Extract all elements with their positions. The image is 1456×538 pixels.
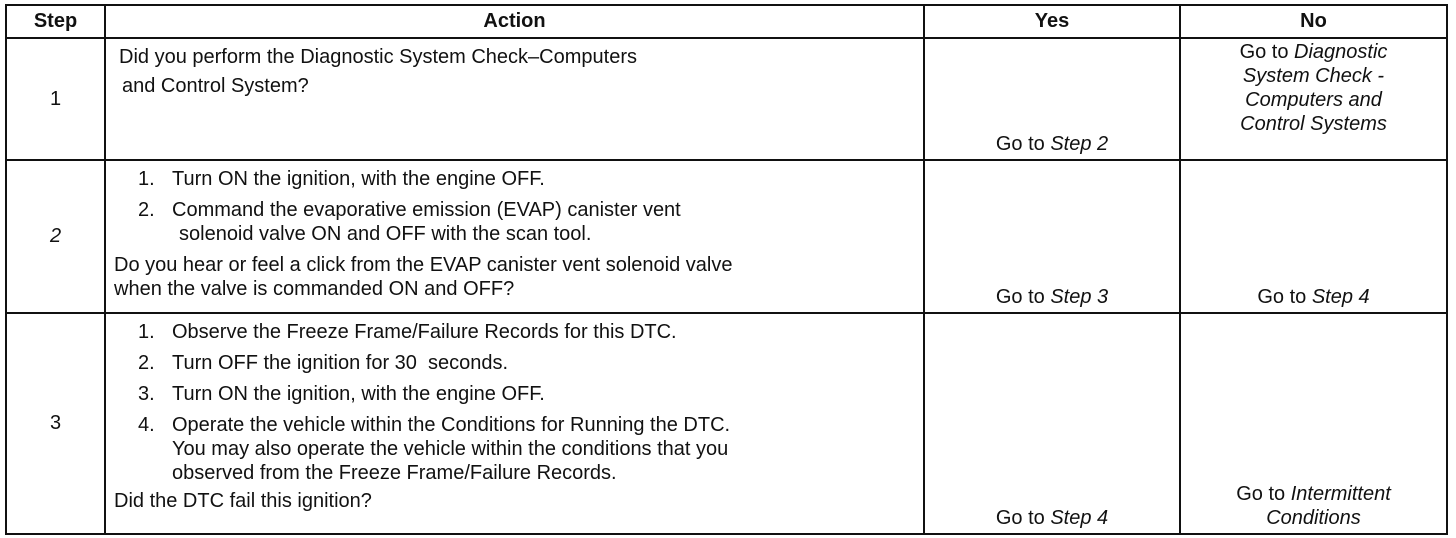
item-number: 1.: [138, 168, 155, 190]
no-prefix: Go to: [1257, 286, 1312, 308]
yes-prefix: Go to: [995, 507, 1051, 529]
step-number: 1: [6, 38, 105, 160]
question-line: and Control System?: [122, 75, 309, 97]
action-cell: [105, 313, 924, 534]
table-row: [6, 38, 1447, 160]
table-row: [6, 160, 1447, 313]
step-number: 2: [6, 160, 105, 313]
question-line: when the valve is commanded ON and OFF?: [114, 278, 515, 300]
item-text: You may also operate the vehicle within the conditions that you: [172, 438, 729, 460]
step-number: 3: [6, 313, 105, 534]
diagnostic-table: [5, 4, 1448, 535]
header-row: [6, 5, 1447, 38]
item-text: observed from the Freeze Frame/Failure Records.: [172, 462, 617, 484]
item-number: 4.: [138, 414, 155, 436]
item-number: 2.: [138, 352, 155, 374]
procedure-item: [114, 320, 915, 344]
item-text: Observe the Freeze Frame/Failure Records for this DTC.: [172, 321, 677, 343]
no-link-step-4[interactable]: Step 4: [1311, 286, 1370, 308]
header-action: Action: [105, 5, 924, 38]
procedure-item: [114, 167, 915, 191]
item-number: 3.: [138, 383, 155, 405]
item-text: Turn ON the ignition, with the engine OFF.: [172, 168, 545, 190]
table-row: [6, 313, 1447, 534]
procedure-item: [114, 413, 915, 485]
procedure-item: [114, 198, 915, 246]
yes-prefix: Go to: [995, 133, 1051, 155]
no-link-line[interactable]: Diagnostic: [1294, 41, 1388, 63]
item-text: Operate the vehicle within the Conditions for Running the DTC.: [172, 414, 731, 436]
diagnostic-document: [5, 4, 1448, 535]
action-cell: [105, 160, 924, 313]
no-prefix: Go to: [1239, 41, 1295, 63]
procedure-list: [114, 320, 915, 485]
procedure-item: [114, 382, 915, 406]
no-cell: [1180, 38, 1447, 160]
yes-link-step-4[interactable]: Step 4: [1050, 507, 1109, 529]
yes-cell: [924, 160, 1180, 313]
item-text: Turn OFF the ignition for 30 seconds.: [172, 352, 509, 374]
header-yes: Yes: [924, 5, 1180, 38]
yes-cell: [924, 313, 1180, 534]
no-cell: [1180, 160, 1447, 313]
no-link-line[interactable]: Computers and: [1245, 89, 1382, 111]
procedure-item: [114, 351, 915, 375]
no-link-line[interactable]: Intermittent: [1290, 483, 1391, 505]
item-number: 2.: [138, 199, 155, 221]
question-line: Do you hear or feel a click from the EVAP canister vent solenoid valve: [114, 254, 733, 276]
yes-link-step-2[interactable]: Step 2: [1050, 133, 1109, 155]
yes-prefix: Go to: [995, 286, 1051, 308]
no-cell: [1180, 313, 1447, 534]
item-number: 1.: [138, 321, 155, 343]
yes-link-step-3[interactable]: Step 3: [1050, 286, 1109, 308]
no-link-line[interactable]: Control Systems: [1240, 113, 1387, 135]
item-text: Command the evaporative emission (EVAP) canister vent: [172, 199, 681, 221]
no-link-line[interactable]: Conditions: [1266, 507, 1361, 529]
item-text: Turn ON the ignition, with the engine OFF.: [172, 383, 545, 405]
action-cell: [105, 38, 924, 160]
no-prefix: Go to: [1236, 483, 1291, 505]
yes-cell: [924, 38, 1180, 160]
no-link-line[interactable]: System Check -: [1242, 65, 1385, 87]
header-step: Step: [6, 5, 105, 38]
item-text: solenoid valve ON and OFF with the scan tool.: [179, 223, 592, 245]
procedure-list: [114, 167, 915, 246]
question-line: Did you perform the Diagnostic System Check–Computers: [119, 46, 637, 68]
question-line: Did the DTC fail this ignition?: [114, 490, 372, 512]
header-no: No: [1180, 5, 1447, 38]
